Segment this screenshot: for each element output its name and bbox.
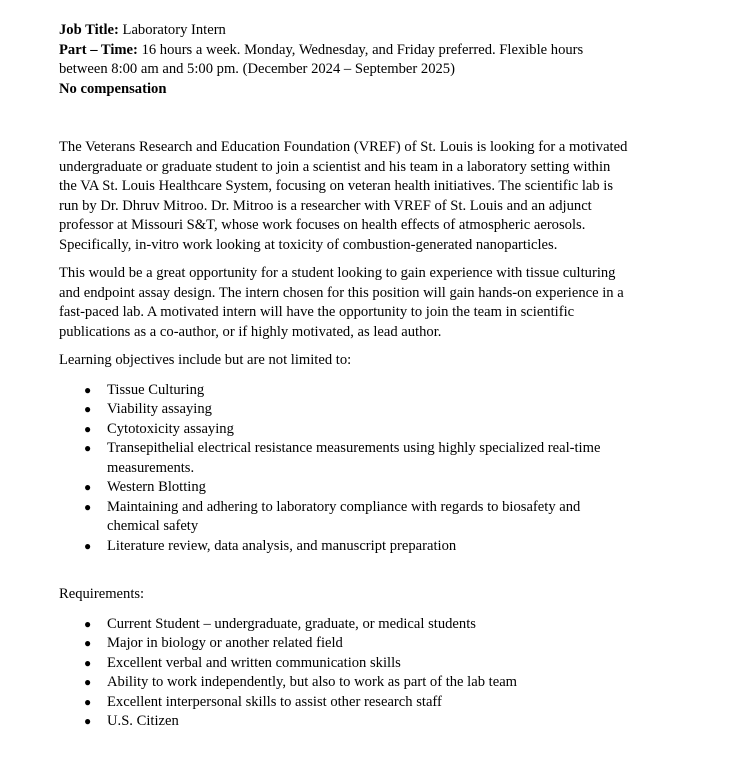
list-item — [59, 693, 627, 713]
requirement-text: Excellent verbal and written communication skills — [107, 654, 401, 671]
opportunity-line: fast-paced lab. A motivated intern will have the opportunity to join the team in scientific — [59, 304, 575, 320]
list-item — [59, 654, 627, 674]
job-title-value: Laboratory Intern — [122, 22, 226, 38]
requirement-text: Major in biology or another related field — [107, 635, 343, 651]
bullet-icon: ● — [84, 499, 92, 514]
objectives-list — [59, 381, 711, 557]
opportunity-line: and endpoint assay design. The intern chosen for this position will gain hands-on experience in a — [59, 284, 624, 301]
opportunity-line: publications as a co-author, or if highly motivated, as lead author. — [59, 323, 442, 340]
objectives-intro: Learning objectives include but are not limited to: — [59, 352, 352, 368]
requirement-text: U.S. Citizen — [107, 713, 179, 729]
intro-line: undergraduate or graduate student to join a scientist and his team in a laboratory setting within — [59, 158, 611, 175]
part-time-value-1: 16 hours a week. Monday, Wednesday, and Friday preferred. Flexible hours — [141, 41, 584, 58]
bullet-icon: ● — [84, 441, 92, 455]
requirements-heading: Requirements: — [59, 586, 145, 602]
part-time-line — [59, 41, 711, 61]
intro-line: professor at Missouri S&T, whose work focuses on health effects of atmospheric aerosols. — [59, 217, 586, 233]
job-title-label: Job Title: — [59, 22, 119, 38]
list-item — [59, 634, 627, 654]
bullet-icon: ● — [84, 675, 92, 689]
list-item — [59, 537, 627, 557]
intro-paragraph — [59, 138, 711, 255]
objective-text: Tissue Culturing — [107, 381, 205, 398]
objective-text: Cytotoxicity assaying — [107, 420, 234, 437]
bullet-icon: ● — [84, 382, 92, 397]
bullet-icon: ● — [84, 655, 92, 670]
list-item — [59, 498, 627, 537]
list-item — [59, 420, 627, 440]
list-item — [59, 381, 627, 401]
objective-text: Literature review, data analysis, and manuscript preparation — [107, 537, 457, 554]
objective-text: Transepithelial electrical resistance measurements using highly specialized real-time measurements. — [107, 440, 601, 476]
requirements-list — [59, 615, 711, 732]
opportunity-line: This would be a great opportunity for a student looking to gain experience with tissue culturing — [59, 265, 616, 281]
intro-line: the VA St. Louis Healthcare System, focusing on veteran health initiatives. The scientific lab is — [59, 178, 614, 194]
list-item — [59, 478, 627, 498]
intro-line: Specifically, in-vitro work looking at toxicity of combustion-generated nanoparticles. — [59, 236, 558, 253]
requirement-text: Ability to work independently, but also to work as part of the lab team — [107, 674, 518, 690]
part-time-value-2: between 8:00 am and 5:00 pm. (December 2024 – September 2025) — [59, 61, 455, 77]
job-title-line — [59, 21, 711, 41]
bullet-icon: ● — [84, 694, 92, 709]
list-item — [59, 712, 627, 732]
opportunity-paragraph — [59, 264, 711, 342]
compensation-line: No compensation — [59, 80, 167, 97]
bullet-icon: ● — [84, 714, 92, 728]
list-item — [59, 400, 627, 420]
bullet-icon: ● — [84, 402, 92, 416]
intro-line: run by Dr. Dhruv Mitroo. Dr. Mitroo is a researcher with VREF of St. Louis and an adjunct — [59, 197, 592, 214]
bullet-icon: ● — [84, 480, 92, 494]
objective-text: Western Blotting — [107, 479, 206, 495]
objective-text: Maintaining and adhering to laboratory compliance with regards to biosafety and chemical safety — [107, 498, 581, 534]
list-item — [59, 615, 627, 635]
bullet-icon: ● — [84, 616, 92, 631]
bullet-icon: ● — [84, 636, 92, 650]
part-time-label: Part – Time: — [59, 41, 138, 58]
job-header — [59, 21, 711, 99]
list-item — [59, 439, 627, 478]
list-item — [59, 673, 627, 693]
requirement-text: Excellent interpersonal skills to assist other research staff — [107, 693, 442, 710]
bullet-icon: ● — [84, 538, 92, 553]
intro-line: The Veterans Research and Education Foundation (VREF) of St. Louis is looking for a motivated — [59, 139, 628, 155]
requirement-text: Current Student – undergraduate, graduate, or medical students — [107, 615, 476, 632]
objective-text: Viability assaying — [107, 401, 212, 417]
bullet-icon: ● — [84, 421, 92, 436]
part-time-line-2 — [59, 60, 711, 80]
